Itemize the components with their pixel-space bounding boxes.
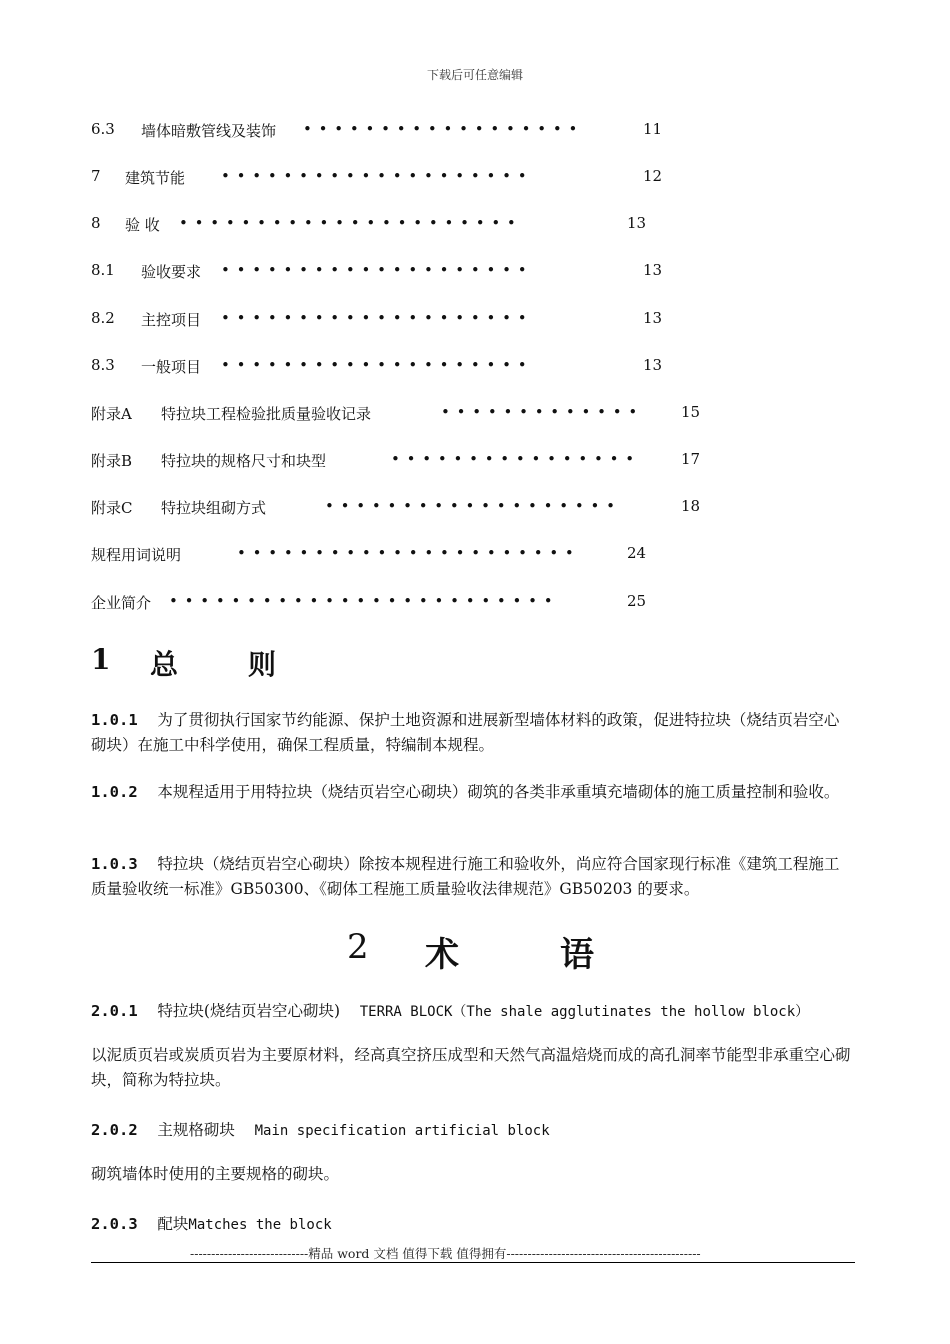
toc-page: 13 [627,214,647,232]
toc-leader-dots: • • • • • • • • • • • • • • • • • • • [325,497,616,515]
toc-page: 13 [643,261,663,279]
clause-paragraph [91,708,851,758]
toc-number: 8.2 [91,309,115,327]
toc-page: 24 [627,544,647,562]
toc-leader-dots: • • • • • • • • • • • • • • • • • • • • [221,167,528,185]
toc-title: 特拉块组砌方式 [161,499,267,517]
toc-leader-dots: • • • • • • • • • • • • • • • • • • • • • • [179,214,517,232]
chapter-2-number: 2 [347,927,369,967]
toc-leader-dots: • • • • • • • • • • • • • [441,403,639,421]
term-entry [91,1212,332,1234]
toc-title: 特拉块工程检验批质量验收记录 [161,405,372,423]
toc-number: 8.3 [91,356,115,374]
term-number: 2.0.2 [91,1121,138,1139]
toc-title: 墙体暗敷管线及装饰 [141,122,277,140]
clause-text: 特拉块（烧结页岩空心砌块）除按本规程进行施工和验收外，尚应符合国家现行标准《建筑工程施工质量验收统一标准》GB50300、《砌体工程施工质量验收法律规范》GB50203 的要求。 [91,855,840,898]
term-name: 配块 [157,1215,189,1233]
term-name: 主规格砌块 [157,1121,235,1139]
toc-page: 15 [681,403,701,421]
toc-leader-dots: • • • • • • • • • • • • • • • • • • [303,120,579,138]
clause-paragraph [91,780,851,805]
toc-number: 附录C [91,499,133,517]
toc-page: 17 [681,450,701,468]
toc-page: 12 [643,167,663,185]
term-definition: 以泥质页岩或炭质页岩为主要原材料，经高真空挤压成型和天然气高温焙烧而成的高孔洞率节能型非承重空心砌块，简称为特拉块。 [91,1046,851,1089]
toc-number: 8.1 [91,261,115,279]
term-definition: 砌筑墙体时使用的主要规格的砌块。 [91,1165,340,1183]
term-entry [91,999,809,1021]
toc-leader-dots: • • • • • • • • • • • • • • • • • • • • [221,309,528,327]
toc-number: 8 [91,214,101,232]
toc-page: 13 [643,356,663,374]
chapter-2-title-char: 语 [560,935,594,975]
clause-text: 本规程适用于用特拉块（烧结页岩空心砌块）砌筑的各类非承重填充墙砌体的施工质量控制和验收。 [157,783,840,801]
term-number: 2.0.3 [91,1215,138,1233]
clause-paragraph [91,852,851,902]
toc-page: 25 [627,592,647,610]
clause-number: 1.0.3 [91,855,138,873]
toc-title: 规程用词说明 [91,546,182,564]
chapter-1-number: 1 [91,643,111,676]
toc-title: 特拉块的规格尺寸和块型 [161,452,327,470]
chapter-1-title-char: 总 [150,648,179,681]
toc-leader-dots: • • • • • • • • • • • • • • • • [391,450,636,468]
term-english: Matches the block [188,1217,332,1233]
toc-page: 11 [643,120,663,138]
toc-title: 验 收 [125,216,160,234]
term-number: 2.0.1 [91,1002,138,1020]
clause-text: 为了贯彻执行国家节约能源、保护土地资源和进展新型墙体材料的政策，促进特拉块（烧结页岩空心砌块）在施工中科学使用，确保工程质量，特编制本规程。 [91,711,840,754]
toc-leader-dots: • • • • • • • • • • • • • • • • • • • • [221,261,528,279]
clause-number: 1.0.1 [91,711,138,729]
footer-divider [91,1262,855,1263]
toc-title: 主控项目 [141,311,202,329]
toc-title: 企业简介 [91,594,152,612]
clause-number: 1.0.2 [91,783,138,801]
toc-page: 18 [681,497,701,515]
toc-number: 附录A [91,405,132,423]
page-footer: ----------------------------精品 word 文档 值得下载 值得拥有---------------------------------------------- [190,1246,701,1261]
chapter-2-title-char: 术 [425,935,459,975]
chapter-1-title-char: 则 [248,648,277,681]
term-english: TERRA BLOCK（The shale agglutinates the hollow block） [359,1004,810,1020]
toc-page: 13 [643,309,663,327]
toc-title: 验收要求 [141,263,202,281]
page-header: 下载后可任意编辑 [426,68,523,82]
term-entry [91,1118,550,1140]
term-name: 特拉块(烧结页岩空心砌块) [157,1002,340,1020]
toc-leader-dots: • • • • • • • • • • • • • • • • • • • • • • [237,544,575,562]
toc-leader-dots: • • • • • • • • • • • • • • • • • • • • [221,356,528,374]
term-english: Main specification artificial block [254,1123,550,1139]
toc-number: 7 [91,167,101,185]
toc-number: 6.3 [91,120,115,138]
toc-title: 建筑节能 [125,169,186,187]
toc-number: 附录B [91,452,133,470]
toc-title: 一般项目 [141,358,202,376]
toc-leader-dots: • • • • • • • • • • • • • • • • • • • • • • • • • [169,592,554,610]
